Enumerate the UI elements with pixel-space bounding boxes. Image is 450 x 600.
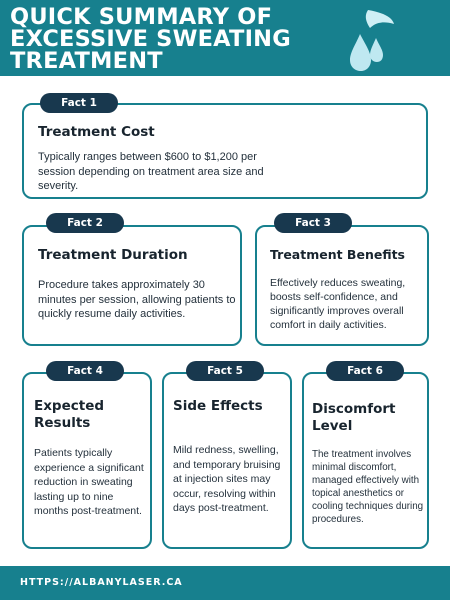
- fact-title-6: Discomfort Level: [312, 401, 396, 434]
- fact-body-1: Typically ranges between $600 to $1,200 per session depending on treatment area size and severity.: [38, 151, 264, 192]
- fact-body-6: The treatment involves minimal discomfort, managed effectively with topical anesthetics or cooling techniques during procedures.: [312, 449, 424, 525]
- fact-badge-4: Fact 4: [46, 361, 124, 381]
- fact-title-4: Expected Results: [34, 398, 105, 431]
- page-title: [10, 6, 350, 72]
- fact-badge-6: Fact 6: [326, 361, 404, 381]
- fact-body-4: Patients typically experience a significant reduction in sweating lasting up to nine months post-treatment.: [34, 447, 144, 517]
- header-banner: [0, 0, 450, 76]
- water-drops-icon: [346, 8, 396, 72]
- fact-badge-5: Fact 5: [186, 361, 264, 381]
- fact-badge-2: Fact 2: [46, 213, 124, 233]
- fact-badge-3: Fact 3: [274, 213, 352, 233]
- title-line-2: EXCESSIVE SWEATING: [10, 26, 291, 52]
- fact-body-3: Effectively reduces sweating, boosts self-confidence, and significantly improves overall comfort in daily activities.: [270, 277, 406, 331]
- footer-banner: [0, 566, 450, 600]
- fact-title-5: Side Effects: [173, 398, 263, 414]
- fact-title-1: Treatment Cost: [38, 124, 155, 140]
- fact-title-2: Treatment Duration: [38, 247, 188, 263]
- fact-badge-1: Fact 1: [40, 93, 118, 113]
- title-line-1: QUICK SUMMARY OF: [10, 4, 273, 30]
- footer-url[interactable]: HTTPS://ALBANYLASER.CA: [20, 577, 183, 588]
- title-line-3: TREATMENT: [10, 48, 163, 74]
- fact-title-3: Treatment Benefits: [270, 247, 405, 262]
- fact-body-2: Procedure takes approximately 30 minutes per session, allowing patients to quickly resume daily activities.: [38, 279, 236, 320]
- fact-body-5: Mild redness, swelling, and temporary bruising at injection sites may occur, resolving within days post-treatment.: [173, 444, 281, 514]
